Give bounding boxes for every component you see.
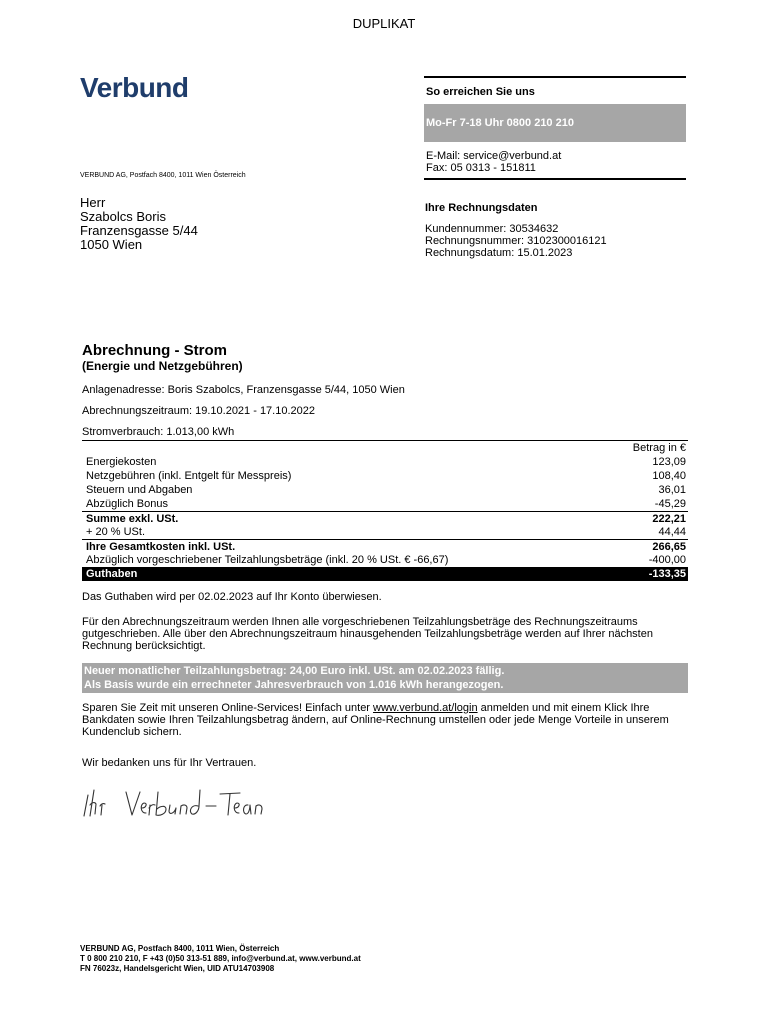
statement-title: Abrechnung - Strom xyxy=(82,342,227,359)
statement-subtitle: (Energie und Netzgebühren) xyxy=(82,359,243,373)
invoice-number: Rechnungsnummer: 3102300016121 xyxy=(425,235,607,247)
billing-title: Ihre Rechnungsdaten xyxy=(425,202,538,214)
total-row xyxy=(82,539,688,553)
row-label: Ihre Gesamtkosten inkl. USt. xyxy=(86,541,236,553)
installment-note: Für den Abrechnungszeitraum werden Ihnen alle vorgeschriebenen Teilzahlungsbeträge des Rechnungszeitraums gutgeschrieben. Alle über den Abrechnungszeitraum hinausgehenden Teilzahlungsbeträge werden auf Ihrer nächsten Rechnung berücksichtigt. xyxy=(82,616,653,652)
contact-hotline: Mo-Fr 7-18 Uhr 0800 210 210 xyxy=(424,104,686,142)
customer-number: Kundennummer: 30534632 xyxy=(425,223,559,235)
invoice-date: Rechnungsdatum: 15.01.2023 xyxy=(425,247,573,259)
contact-fax: Fax: 05 0313 - 151811 xyxy=(426,162,536,174)
recipient-name: Szabolcs Boris xyxy=(80,209,166,224)
footer-registry: FN 76023z, Handelsgericht Wien, UID ATU14703908 xyxy=(80,964,275,973)
annual-consumption-basis: Als Basis wurde ein errechneter Jahresverbrauch von 1.016 kWh herangezogen. xyxy=(84,679,504,691)
online-services-note xyxy=(82,702,688,738)
row-label: Summe exkl. USt. xyxy=(86,513,179,525)
credit-row xyxy=(82,567,688,581)
contact-details xyxy=(424,142,686,178)
thank-you-note: Wir bedanken uns für Ihr Vertrauen. xyxy=(82,757,257,769)
row-label: Abzüglich vorgeschriebener Teilzahlungsbeträge (inkl. 20 % USt. € -66,67) xyxy=(86,554,449,566)
row-value: 123,09 xyxy=(652,456,686,468)
amount-column-header: Betrag in € xyxy=(632,442,686,454)
row-label: Guthaben xyxy=(86,568,138,580)
contact-title: So erreichen Sie uns xyxy=(426,86,535,98)
row-label: Steuern und Abgaben xyxy=(86,484,193,496)
contact-divider-bottom xyxy=(424,178,686,180)
footer-address: VERBUND AG, Postfach 8400, 1011 Wien, Österreich xyxy=(80,944,280,953)
row-value: 44,44 xyxy=(658,526,686,538)
installation-address: Anlagenadresse: Boris Szabolcs, Franzensgasse 5/44, 1050 Wien xyxy=(82,384,405,396)
recipient-city: 1050 Wien xyxy=(80,237,143,252)
new-installment-amount: Neuer monatlicher Teilzahlungsbetrag: 24,00 Euro inkl. USt. am 02.02.2023 fällig. xyxy=(84,665,505,677)
transfer-note: Das Guthaben wird per 02.02.2023 auf Ihr Konto überwiesen. xyxy=(82,591,382,603)
table-row xyxy=(82,469,688,483)
table-row xyxy=(82,553,688,567)
subtotal-row xyxy=(82,511,688,525)
cost-table xyxy=(82,440,688,581)
row-value: 36,01 xyxy=(658,484,686,496)
footer xyxy=(80,944,361,974)
contact-box xyxy=(424,76,686,180)
table-row xyxy=(82,525,688,539)
billing-info xyxy=(425,202,607,259)
recipient-salutation: Herr xyxy=(80,195,106,210)
table-row xyxy=(82,497,688,511)
footer-contact: T 0 800 210 210, F +43 (0)50 313-51 889, info@verbund.at, www.verbund.at xyxy=(80,954,361,963)
contact-email: E-Mail: service@verbund.at xyxy=(426,150,562,162)
row-value: -45,29 xyxy=(654,498,686,510)
row-value: 266,65 xyxy=(652,541,686,553)
sender-address-line: VERBUND AG, Postfach 8400, 1011 Wien Österreich xyxy=(80,172,246,179)
row-value: -400,00 xyxy=(648,554,686,566)
row-label: Netzgebühren (inkl. Entgelt für Messpreis) xyxy=(86,470,292,482)
duplicate-label: DUPLIKAT xyxy=(352,16,416,31)
power-consumption: Stromverbrauch: 1.013,00 kWh xyxy=(82,426,235,438)
table-header xyxy=(82,441,688,455)
signature-image xyxy=(80,786,265,822)
online-services-text-after: anmelden und mit einem Klick Ihre Bankdaten sowie Ihren Teilzahlungsbetrag ändern, auf Online-Rechnung umstellen oder jede Menge Vorteile in unserem Kundenclub sichern. xyxy=(82,702,669,738)
row-value: -133,35 xyxy=(648,568,686,580)
table-row xyxy=(82,483,688,497)
table-row xyxy=(82,455,688,469)
new-installment-banner xyxy=(82,663,688,693)
verbund-logo: Verbund xyxy=(80,72,189,103)
signature xyxy=(80,786,265,827)
login-link[interactable]: www.verbund.at/login xyxy=(373,702,478,714)
recipient-address xyxy=(80,196,198,252)
row-label: Abzüglich Bonus xyxy=(86,498,168,510)
online-services-text-before: Sparen Sie Zeit mit unseren Online-Services! Einfach unter xyxy=(82,702,374,714)
row-label: Energiekosten xyxy=(86,456,157,468)
row-value: 108,40 xyxy=(652,470,686,482)
row-label: + 20 % USt. xyxy=(86,526,146,538)
billing-period: Abrechnungszeitraum: 19.10.2021 - 17.10.2022 xyxy=(82,405,315,417)
recipient-street: Franzensgasse 5/44 xyxy=(80,223,198,238)
row-value: 222,21 xyxy=(652,513,686,525)
